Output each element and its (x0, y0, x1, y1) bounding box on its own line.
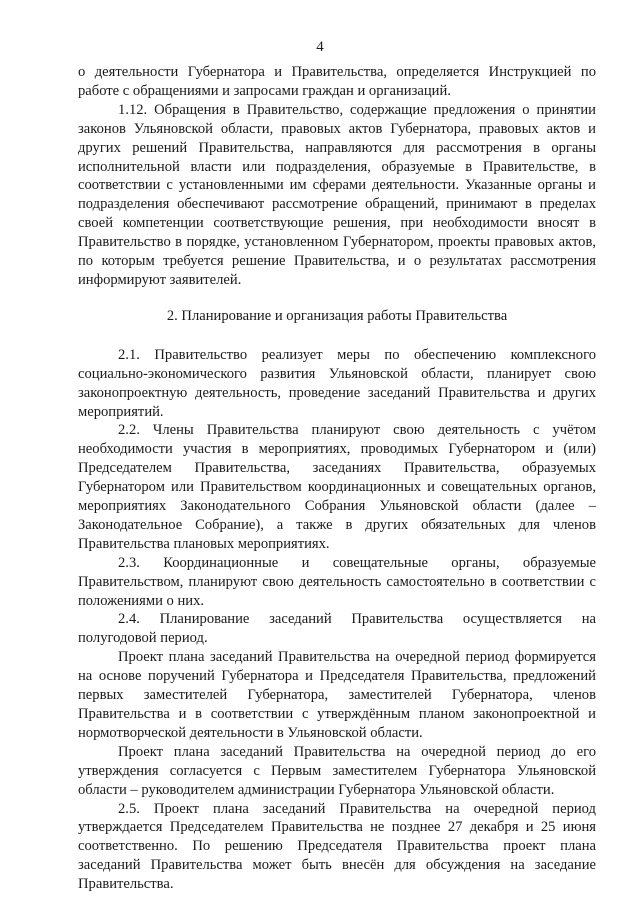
paragraph-1-12: 1.12. Обращения в Правительство, содержащие предложения о принятии законов Ульяновской области, правовых актов Губернатора, правовых актов и других решений Правительства, направляются для рассмотрения в органы исполнительной власти или подразделения, образуемые в Правительстве, в соответствии с установленными им сферами деятельности. Указанные органы и подразделения обеспечивают рассмотрение обращений, принимают в пределах своей компетенции соответствующие решения, при необходимости вносят в Правительство в порядке, установленном Губернатором, проекты правовых актов, по которым требуется решение Правительства, и о результатах рассмотрения информируют заявителей. (78, 101, 596, 288)
paragraph-plan-formation: Проект плана заседаний Правительства на очередной период формируется на основе поручений Губернатора и Председателя Правительства, предложений первых заместителей Губернатора, заместителей Губернатора, членов Правительства и в соответствии с утверждённым планом законопроектной и нормотворческой деятельности в Ульяновской области. (78, 649, 596, 741)
paragraph-2-1: 2.1. Правительство реализует меры по обеспечению комплексного социально-экономического развития Ульяновской области, планирует свою законопроектную деятельность, проведение заседаний Правительства и других мероприятий. (78, 346, 596, 420)
document-body (78, 63, 596, 894)
paragraph-2-3: 2.3. Координационные и совещательные органы, образуемые Правительством, планируют свою деятельность самостоятельно в соответствии с положениями о них. (78, 554, 596, 609)
paragraph-2-5: 2.5. Проект плана заседаний Правительства на очередной период утверждается Председателем Правительства не позднее 27 декабря и 25 июня соответственно. По решению Председателя Правительства проект плана заседаний Правительства может быть внесён для обсуждения на заседание Правительства. (78, 800, 596, 893)
page-number: 4 (316, 39, 324, 55)
paragraph-2-4: 2.4. Планирование заседаний Правительства осуществляется на полугодовой период. (78, 611, 596, 647)
paragraph-plan-approval: Проект плана заседаний Правительства на очередной период до его утверждения согласуется с Первым заместителем Губернатора Ульяновской области – руководителем администрации Губернатора Ульяновской области. (78, 743, 596, 798)
section-heading: 2. Планирование и организация работы Правительства (166, 307, 508, 324)
paragraph-2-2: 2.2. Члены Правительства планируют свою деятельность с учётом необходимости участия в мероприятиях, проводимых Губернатором и (или) Председателем Правительства, заседаниях Правительства, образуемых Губернатором или Правительством координационных и совещательных органов, мероприятиях Законодательного Собрания Ульяновской области (далее – Законодательное Собрание), а также в других обязательных для членов Правительства плановых мероприятиях. (78, 422, 596, 552)
paragraph-continuation: о деятельности Губернатора и Правительства, определяется Инструкцией по работе с обращениями и запросами граждан и организаций. (78, 64, 596, 99)
